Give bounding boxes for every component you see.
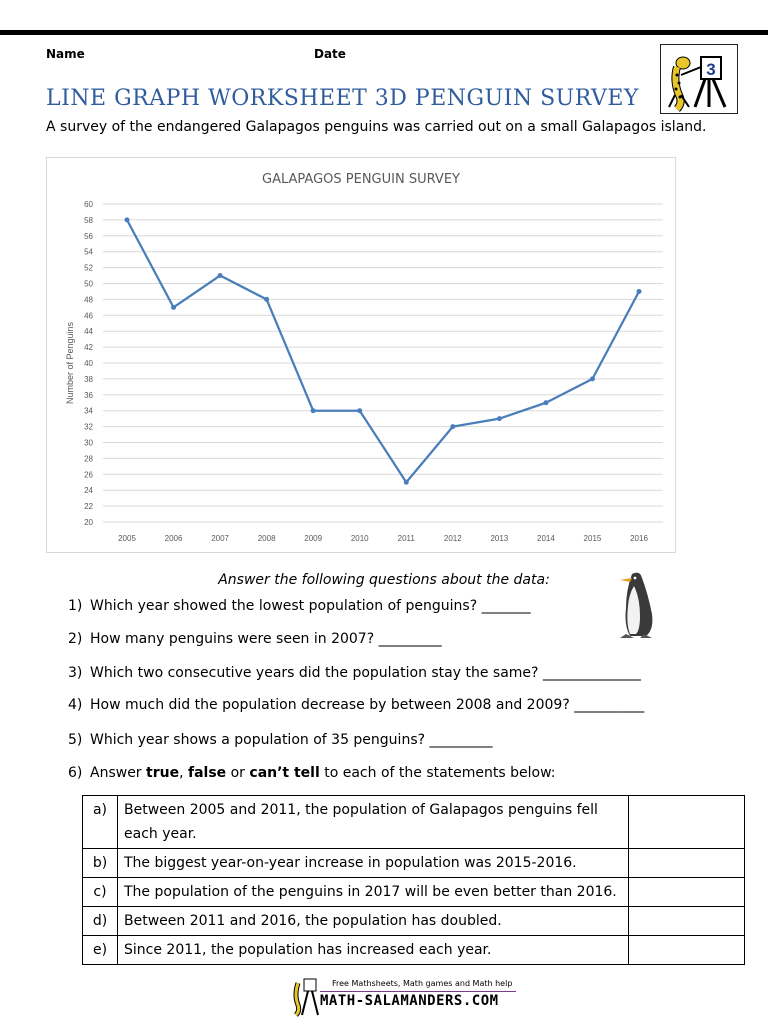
- x-tick-label: 2005: [118, 534, 136, 543]
- y-tick-label: 32: [84, 422, 93, 432]
- x-tick-label: 2012: [443, 534, 462, 543]
- data-point: [590, 376, 595, 381]
- y-tick-label: 40: [84, 359, 93, 368]
- question-3: 3) Which two consecutive years did the population stay the same? ______________: [68, 665, 641, 681]
- question-2: 2) How many penguins were seen in 2007? _________: [68, 631, 442, 647]
- data-point: [404, 480, 409, 485]
- y-tick-label: 46: [84, 311, 93, 321]
- data-point: [264, 297, 269, 302]
- statement-text: Since 2011, the population has increased each year.: [118, 936, 629, 965]
- y-tick-label: 52: [84, 263, 93, 273]
- chart-frame: [46, 157, 676, 553]
- y-tick-label: 22: [84, 502, 93, 512]
- table-row: [83, 878, 745, 907]
- y-tick-label: 56: [84, 231, 93, 241]
- data-point: [311, 408, 316, 413]
- y-tick-label: 20: [84, 518, 93, 527]
- question-4: 4) How much did the population decrease by between 2008 and 2009? __________: [68, 697, 645, 713]
- x-tick-label: 2015: [583, 534, 602, 543]
- statement-letter: a): [83, 796, 118, 849]
- answer-cell[interactable]: [629, 849, 745, 878]
- y-tick-label: 28: [84, 454, 93, 464]
- statement-letter: b): [83, 849, 118, 878]
- x-tick-label: 2006: [164, 534, 183, 543]
- data-point: [171, 305, 176, 310]
- table-row: [83, 849, 745, 878]
- y-tick-label: 30: [84, 438, 93, 448]
- footer-brand: [290, 977, 530, 1017]
- salamander-small-icon: [290, 977, 320, 1017]
- y-tick-label: 44: [84, 327, 93, 337]
- x-tick-label: 2009: [304, 534, 323, 543]
- penguin-illustration: [612, 568, 670, 640]
- y-tick-label: 42: [84, 343, 93, 353]
- salamander-icon: [661, 45, 739, 115]
- y-tick-label: 24: [84, 486, 93, 496]
- statement-text: Between 2005 and 2011, the population of Galapagos penguins fell each year.: [118, 796, 629, 849]
- statement-letter: c): [83, 878, 118, 907]
- x-tick-label: 2011: [397, 534, 415, 543]
- y-tick-label: 54: [84, 247, 93, 257]
- statement-text: The biggest year-on-year increase in population was 2015-2016.: [118, 849, 629, 878]
- statement-letter: d): [83, 907, 118, 936]
- x-tick-label: 2014: [537, 534, 555, 543]
- intro-text: A survey of the endangered Galapagos penguins was carried out on a small Galapagos island.: [46, 119, 707, 135]
- data-point: [637, 289, 642, 294]
- svg-text:3: 3: [706, 60, 716, 79]
- page-title: LINE GRAPH WORKSHEET 3D PENGUIN SURVEY: [46, 86, 639, 111]
- answer-cell[interactable]: [629, 907, 745, 936]
- statements-table: [82, 795, 745, 965]
- y-tick-label: 36: [84, 390, 93, 400]
- data-point: [543, 400, 548, 405]
- question-6: 6) Answer true, false or can’t tell to each of the statements below:: [68, 765, 556, 781]
- statement-text: The population of the penguins in 2017 will be even better than 2016.: [118, 878, 629, 907]
- x-tick-label: 2013: [490, 534, 509, 543]
- data-point: [357, 408, 362, 413]
- x-tick-label: 2007: [211, 534, 229, 543]
- footer-divider: [320, 991, 516, 992]
- date-label: Date: [314, 47, 346, 61]
- y-axis-label: Number of Penguins: [65, 321, 75, 405]
- penguin-icon: [612, 568, 670, 640]
- salamander-logo: [660, 44, 738, 114]
- table-row: [83, 936, 745, 965]
- footer-tagline: Free Mathsheets, Math games and Math help: [332, 979, 513, 988]
- data-point: [218, 273, 223, 278]
- chart-title: GALAPAGOS PENGUIN SURVEY: [262, 172, 460, 187]
- question-1: 1) Which year showed the lowest population of penguins? _______: [68, 598, 531, 614]
- x-tick-label: 2008: [257, 534, 276, 543]
- answer-cell[interactable]: [629, 878, 745, 907]
- data-point: [497, 416, 502, 421]
- top-rule: [0, 30, 768, 35]
- data-point: [125, 217, 130, 222]
- name-label: Name: [46, 47, 85, 61]
- y-tick-label: 50: [84, 279, 93, 289]
- line-chart: [47, 158, 677, 554]
- answer-cell[interactable]: [629, 796, 745, 849]
- data-point: [450, 424, 455, 429]
- footer-site[interactable]: MATH-SALAMANDERS.COM: [320, 993, 499, 1009]
- y-tick-label: 26: [84, 470, 93, 480]
- instructions: Answer the following questions about the data:: [218, 572, 550, 588]
- x-tick-label: 2010: [350, 534, 369, 543]
- statement-text: Between 2011 and 2016, the population has doubled.: [118, 907, 629, 936]
- y-tick-label: 58: [84, 215, 93, 225]
- y-tick-label: 34: [84, 406, 93, 416]
- y-tick-label: 60: [84, 200, 93, 209]
- question-5: 5) Which year shows a population of 35 penguins? _________: [68, 732, 493, 748]
- y-tick-label: 38: [84, 374, 93, 384]
- table-row: [83, 796, 745, 849]
- y-tick-label: 48: [84, 295, 93, 305]
- answer-cell[interactable]: [629, 936, 745, 965]
- x-tick-label: 2016: [630, 534, 648, 543]
- table-row: [83, 907, 745, 936]
- statement-letter: e): [83, 936, 118, 965]
